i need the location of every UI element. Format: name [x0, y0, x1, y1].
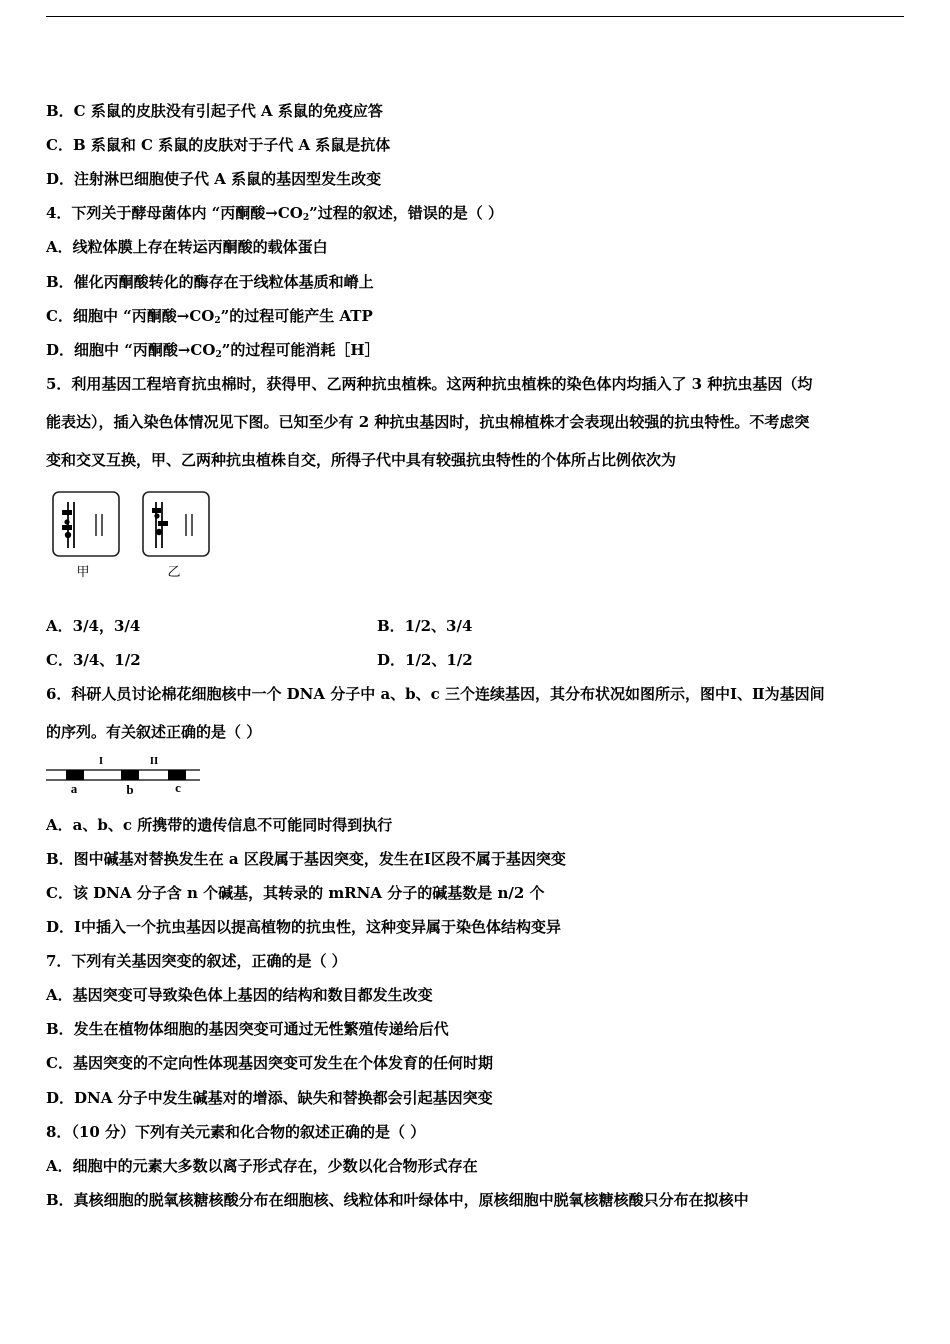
label-gene-b: b: [126, 782, 134, 797]
cell-yi: [143, 492, 209, 556]
gene-c: [168, 770, 186, 780]
q3-option-d: D．注射淋巴细胞使子代 A 系鼠的基因型发生改变: [46, 170, 382, 188]
label-gene-a: a: [70, 781, 78, 796]
q7-stem: 7．下列有关基因突变的叙述，正确的是（ ）: [46, 952, 347, 970]
q3-option-c: C．B 系鼠和 C 系鼠的皮肤对于子代 A 系鼠是抗体: [46, 136, 391, 154]
label-yi: 乙: [167, 565, 181, 580]
q6-stem-line2: 的序列。有关叙述正确的是（ ）: [46, 723, 262, 741]
header-rule: [46, 16, 904, 17]
q6-option-d: D．Ⅰ中插入一个抗虫基因以提高植物的抗虫性，这种变异属于染色体结构变异: [46, 918, 562, 936]
q6-option-a: A．a、b、c 所携带的遗传信息不可能同时得到执行: [46, 816, 393, 834]
q6-option-c: C．该 DNA 分子含 n 个碱基，其转录的 mRNA 分子的碱基数是 n/2 个: [46, 884, 545, 902]
q8-option-b: B．真核细胞的脱氧核糖核酸分布在细胞核、线粒体和叶绿体中，原核细胞中脱氧核糖核酸只分布在拟核中: [46, 1191, 749, 1209]
q4-stem: 4．下列关于酵母菌体内 “丙酮酸$\to CO_2$”过程的叙述，错误的是（ ）: [46, 204, 503, 223]
gene-b: [121, 770, 139, 780]
q7-option-c: C．基因突变的不定向性体现基因突变可发生在个体发育的任何时期: [46, 1054, 493, 1072]
q5-option-a: A．3/4，3/4: [46, 617, 141, 635]
cell-jia: [53, 492, 119, 556]
q3-option-b: B．C 系鼠的皮肤没有引起子代 A 系鼠的免疫应答: [46, 102, 383, 120]
dna-gene-figure: [44, 752, 204, 798]
q5-stem-line3: 变和交叉互换，甲、乙两种抗虫植株自交，所得子代中具有较强抗虫特性的个体所占比例依次为: [46, 451, 677, 469]
q5-stem-line2: 能表达），插入染色体情况见下图。已知至少有 2 种抗虫基因时，抗虫棉植株才会表现出较强的抗虫特性。不考虑突: [46, 413, 810, 431]
q4-option-c: C．细胞中 “丙酮酸$\to CO_2$”的过程可能产生 ATP: [46, 307, 373, 326]
q6-option-b: B．图中碱基对替换发生在 a 区段属于基因突变，发生在Ⅰ区段不属于基因突变: [46, 850, 566, 868]
q6-stem-line1: 6．科研人员讨论棉花细胞核中一个 DNA 分子中 a、b、c 三个连续基因，其分布状况如图所示，图中Ⅰ、Ⅱ为基因间: [46, 685, 825, 703]
q5-option-c: C．3/4、1/2: [46, 651, 141, 669]
label-region-II: II: [149, 755, 159, 767]
chromosome-figure: [48, 488, 218, 583]
q5-stem-line1: 5．利用基因工程培育抗虫棉时，获得甲、乙两种抗虫植株。这两种抗虫植株的染色体内均插入了 3 种抗虫基因（均: [46, 375, 813, 393]
q8-stem: 8．（10 分）下列有关元素和化合物的叙述正确的是（ ）: [46, 1123, 426, 1141]
label-jia: 甲: [76, 565, 90, 580]
q7-option-d: D．DNA 分子中发生碱基对的增添、缺失和替换都会引起基因突变: [46, 1089, 493, 1107]
q5-option-d: D．1/2、1/2: [377, 651, 473, 669]
q4-option-b: B．催化丙酮酸转化的酶存在于线粒体基质和嵴上: [46, 273, 374, 291]
label-region-I: I: [98, 755, 104, 767]
q7-option-b: B．发生在植物体细胞的基因突变可通过无性繁殖传递给后代: [46, 1020, 449, 1038]
q4-option-d: D．细胞中 “丙酮酸$\to CO_2$”的过程可能消耗［H］: [46, 341, 380, 360]
label-gene-c: c: [175, 780, 181, 795]
q5-option-b: B．1/2、3/4: [377, 617, 473, 635]
q8-option-a: A．细胞中的元素大多数以离子形式存在，少数以化合物形式存在: [46, 1157, 478, 1175]
gene-a: [66, 770, 84, 780]
q4-option-a: A．线粒体膜上存在转运丙酮酸的载体蛋白: [46, 238, 328, 256]
q7-option-a: A．基因突变可导致染色体上基因的结构和数目都发生改变: [46, 986, 433, 1004]
